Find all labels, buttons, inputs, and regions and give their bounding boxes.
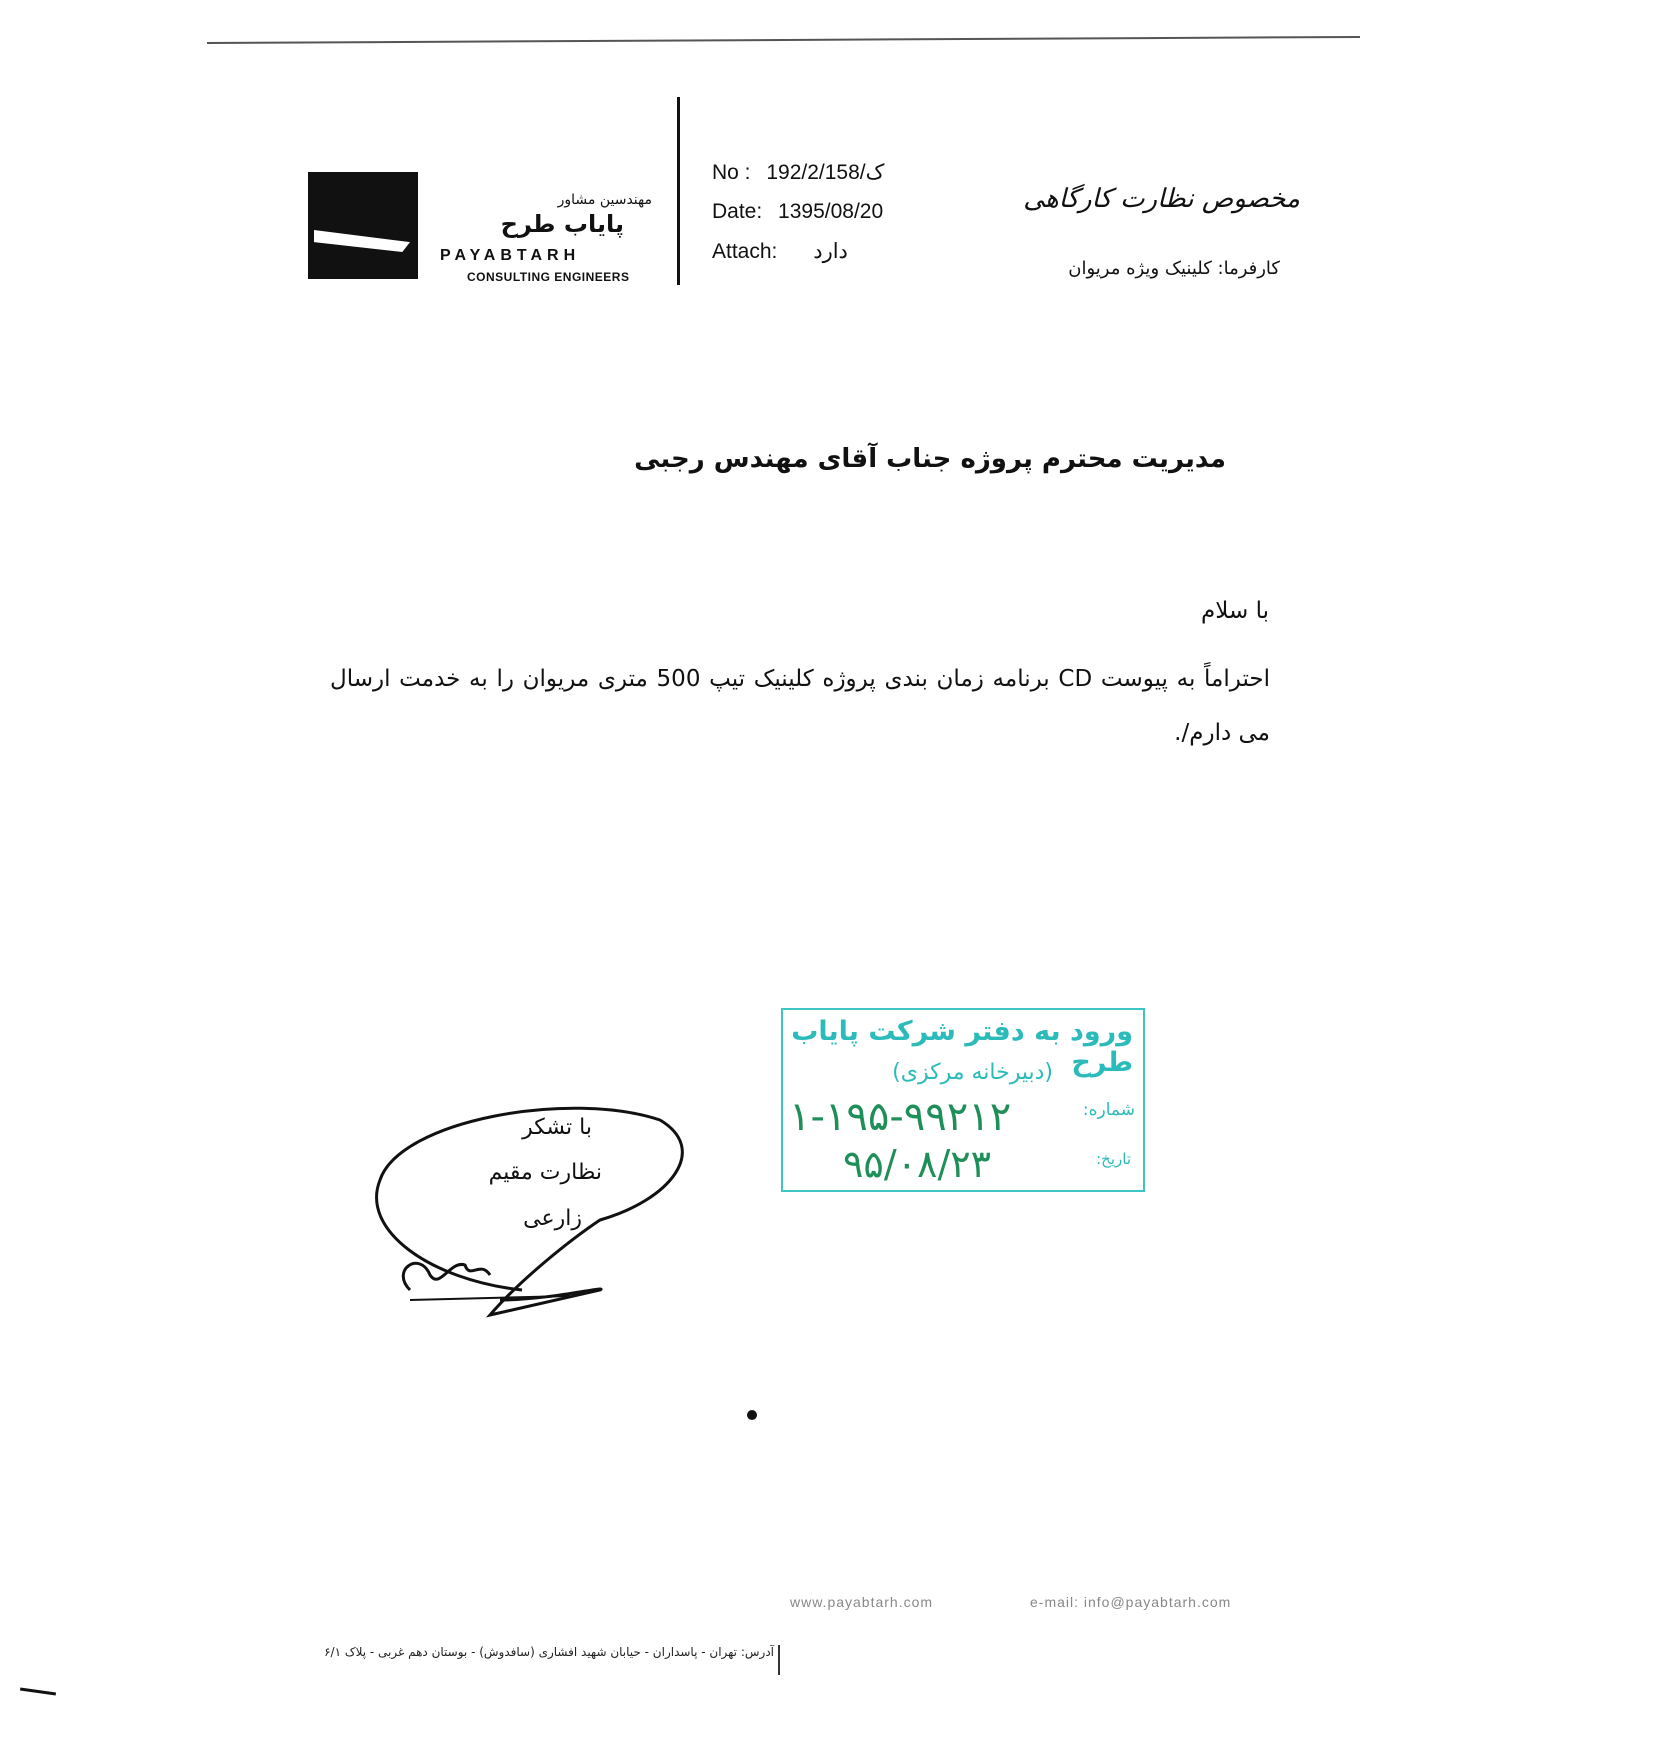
signature-role: نظارت مقیم (488, 1160, 602, 1185)
signature-name: زارعی (523, 1206, 582, 1231)
scan-speck (747, 1410, 757, 1420)
stamp-date-value: ۹۵/۰۸/۲۳ (843, 1142, 992, 1186)
footer-email: e-mail: info@payabtarh.com (1030, 1594, 1232, 1610)
stamp-number-label: شماره: (1082, 1100, 1135, 1120)
firm-name-fa: پایاب طرح (500, 210, 624, 238)
reference-date (712, 200, 883, 224)
stamp-date-label: تاریخ: (1096, 1150, 1131, 1168)
date-value: 1395/08/20 (778, 200, 884, 223)
payabtarh-logo-icon (308, 172, 418, 279)
firm-small-text: مهندسین مشاور (557, 192, 652, 208)
footer-address: آدرس: تهران - پاسداران - حیابان شهید افشاری (سافدوش) - بوستان دهم غربی - پلاک ۶/۱ (324, 1645, 774, 1659)
no-value: 192/2/ک/158 (766, 161, 885, 184)
stamp-number-value: ۱-۱۹۵-۹۹۲۱۲ (789, 1094, 1012, 1140)
attach-value: دارد (813, 240, 848, 263)
stamp-line-2: (دبیرخانه مرکزی) (892, 1060, 1053, 1085)
attach-label: Attach: (712, 240, 778, 263)
special-note: مخصوص نظارت کارگاهی (1023, 184, 1300, 214)
salutation: با سلام (1201, 598, 1269, 624)
received-stamp (781, 1008, 1145, 1192)
reference-no (712, 160, 884, 185)
reference-attach (712, 239, 848, 264)
top-rule (207, 36, 1360, 44)
project-name: کارفرما: کلینیک ویژه مریوان (1068, 258, 1280, 279)
footer-website: www.payabtarh.com (790, 1594, 934, 1610)
signature-thanks: با تشکر (522, 1115, 592, 1140)
letter-body: احتراماً به پیوست CD برنامه زمان بندی پروژه کلینیک تیپ 500 متری مریوان را به خدمت ارسال می دارم/. (330, 666, 1270, 746)
date-label: Date: (712, 200, 763, 223)
recipient-line: مدیریت محترم پروژه جناب آقای مهندس رجبی (634, 444, 1226, 474)
no-label: No : (712, 161, 751, 184)
firm-name-en: PAYABTARH (440, 247, 581, 264)
footer-separator (778, 1645, 780, 1675)
scan-mark (20, 1688, 56, 1696)
header-divider (677, 97, 680, 285)
stamp-line-1: ورود به دفتر شرکت پایاب طرح (791, 1016, 1133, 1078)
firm-subtitle: CONSULTING ENGINEERS (467, 270, 630, 284)
